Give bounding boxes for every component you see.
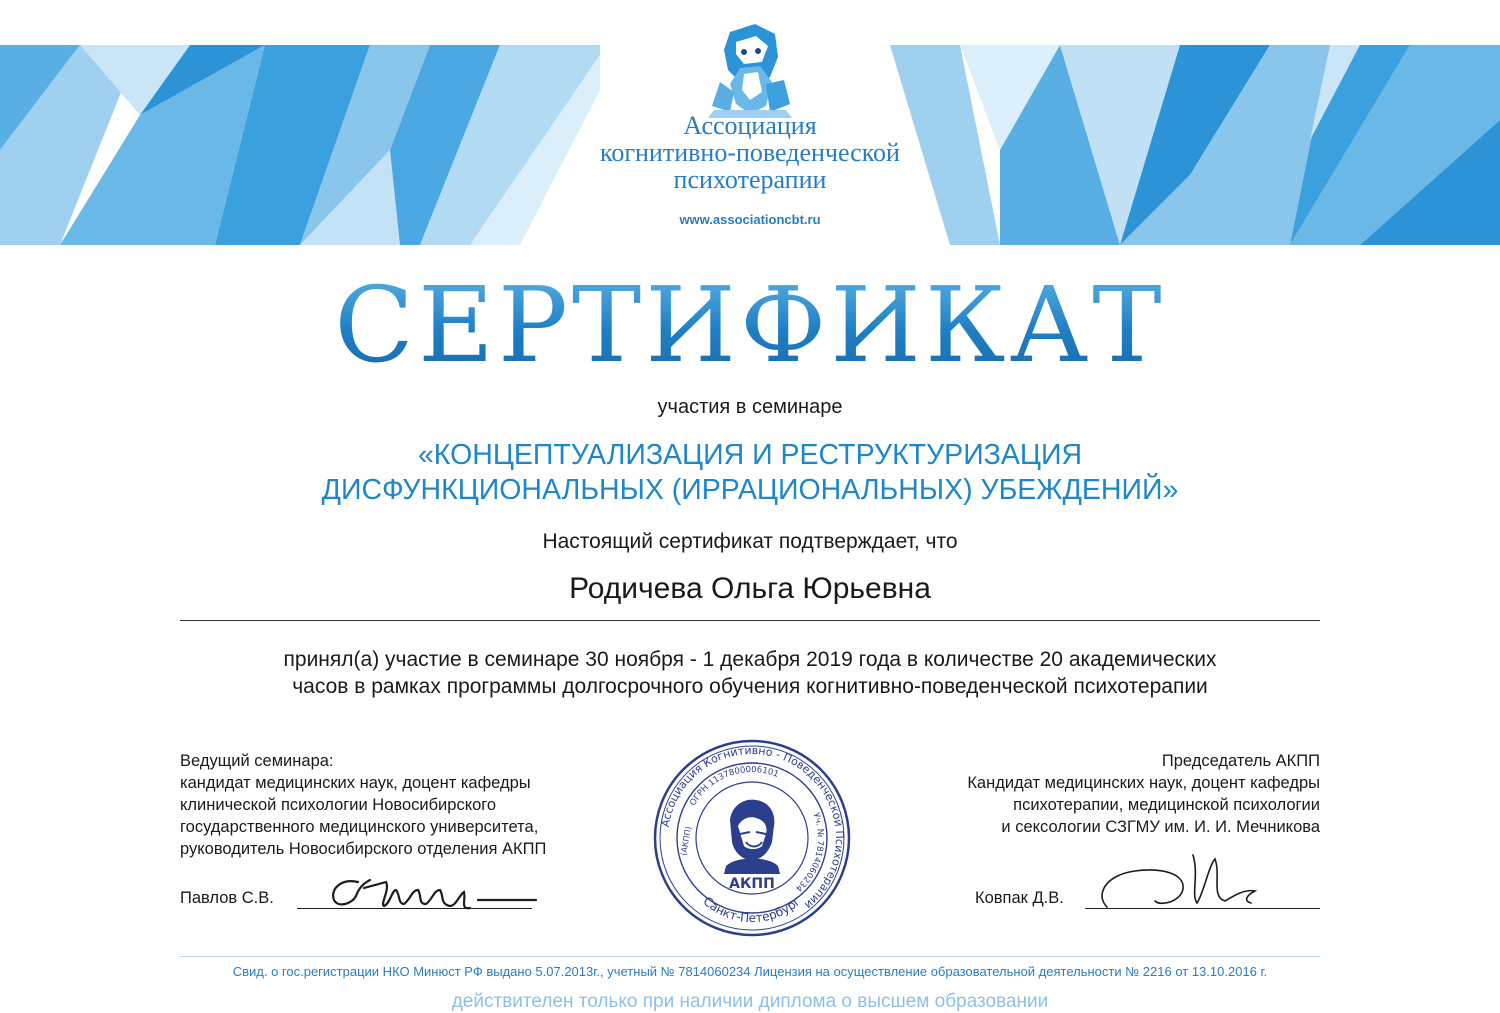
certificate-subtitle: участия в семинаре [657,396,843,418]
stamp-regno-text: Уч. № 7814060234 [793,811,826,894]
validity-note: действителен только при наличии диплома о высшем образовании [451,991,1049,1012]
stamp-center-label: АКПП [729,876,775,892]
footer-divider [180,956,1320,957]
participation-text [150,646,1350,700]
right-credential-line: психотерапии, медицинской психологии [1013,796,1320,814]
right-credential-line: и сексологии СЗГМУ им. И. И. Мечникова [1001,818,1320,836]
certificate-title: СЕРТИФИКАТ [150,265,1350,385]
seminar-leader-credentials [180,750,630,860]
stamp-portrait-icon [724,800,780,874]
org-name-line-3: психотерапии [673,165,827,194]
seminar-title-line-1: «КОНЦЕПТУАЛИЗАЦИЯ И РЕСТРУКТУРИЗАЦИЯ [417,439,1083,471]
org-name-line-2: когнитивно-поведенческой [600,138,900,167]
participation-line-2: часов в рамках программы долгосрочного обучения когнитивно-поведенческой психотерапии [292,675,1208,698]
right-handwritten-signature [1075,845,1325,915]
stamp-city-text: Санкт-Петербург [700,893,804,926]
recipient-name: Родичева Ольга Юрьевна [569,572,931,605]
right-signatory-name: Ковпак Д.В. [975,889,1064,907]
org-name-line-1: Ассоциация [683,111,817,140]
left-credential-line: Ведущий семинара: [180,752,334,770]
chairman-credentials [860,750,1320,838]
left-geometric-decoration [0,0,600,245]
stamp-ogrn-text: ОГРН 1137800006101 [688,764,781,808]
organization-name [520,112,980,193]
official-stamp [652,738,852,938]
confirmation-text: Настоящий сертификат подтверждает, что [542,530,958,553]
left-credential-line: клинической психологии Новосибирского [180,796,497,814]
left-credential-line: государственного медицинского университета, [180,818,539,836]
recipient-underline [180,620,1320,621]
portrait-logo-icon [700,22,800,122]
right-credential-line: Кандидат медицинских наук, доцент кафедры [967,774,1320,792]
right-credential-line: Председатель АКПП [1161,752,1320,770]
registration-info: Свид. о гос.регистрации НКО Минюст РФ выдано 5.07.2013г., учетный № 7814060234 Лицензия на осуществление образовательной деятельности № 2216 от 13.10.2016 г. [232,964,1268,979]
stamp-outer-text: Ассоциация Когнитивно - Поведенческой Психотерапии [658,743,847,912]
seminar-title-line-2: ДИСФУНКЦИОНАЛЬНЫХ (ИРРАЦИОНАЛЬНЫХ) УБЕЖДЕНИЙ» [321,474,1179,506]
left-signatory-name: Павлов С.В. [180,889,274,907]
left-credential-line: руководитель Новосибирского отделения АКПП [180,840,547,858]
right-geometric-decoration [890,0,1500,245]
organization-website: www.associationcbt.ru [679,212,821,227]
left-handwritten-signature [300,860,550,920]
participation-line-1: принял(а) участие в семинаре 30 ноября - 1 декабря 2019 года в количестве 20 академических [283,648,1217,671]
seminar-title [170,438,1330,508]
left-credential-line: кандидат медицинских наук, доцент кафедры [180,774,531,792]
stamp-side-text: (АКПП) [679,825,694,857]
